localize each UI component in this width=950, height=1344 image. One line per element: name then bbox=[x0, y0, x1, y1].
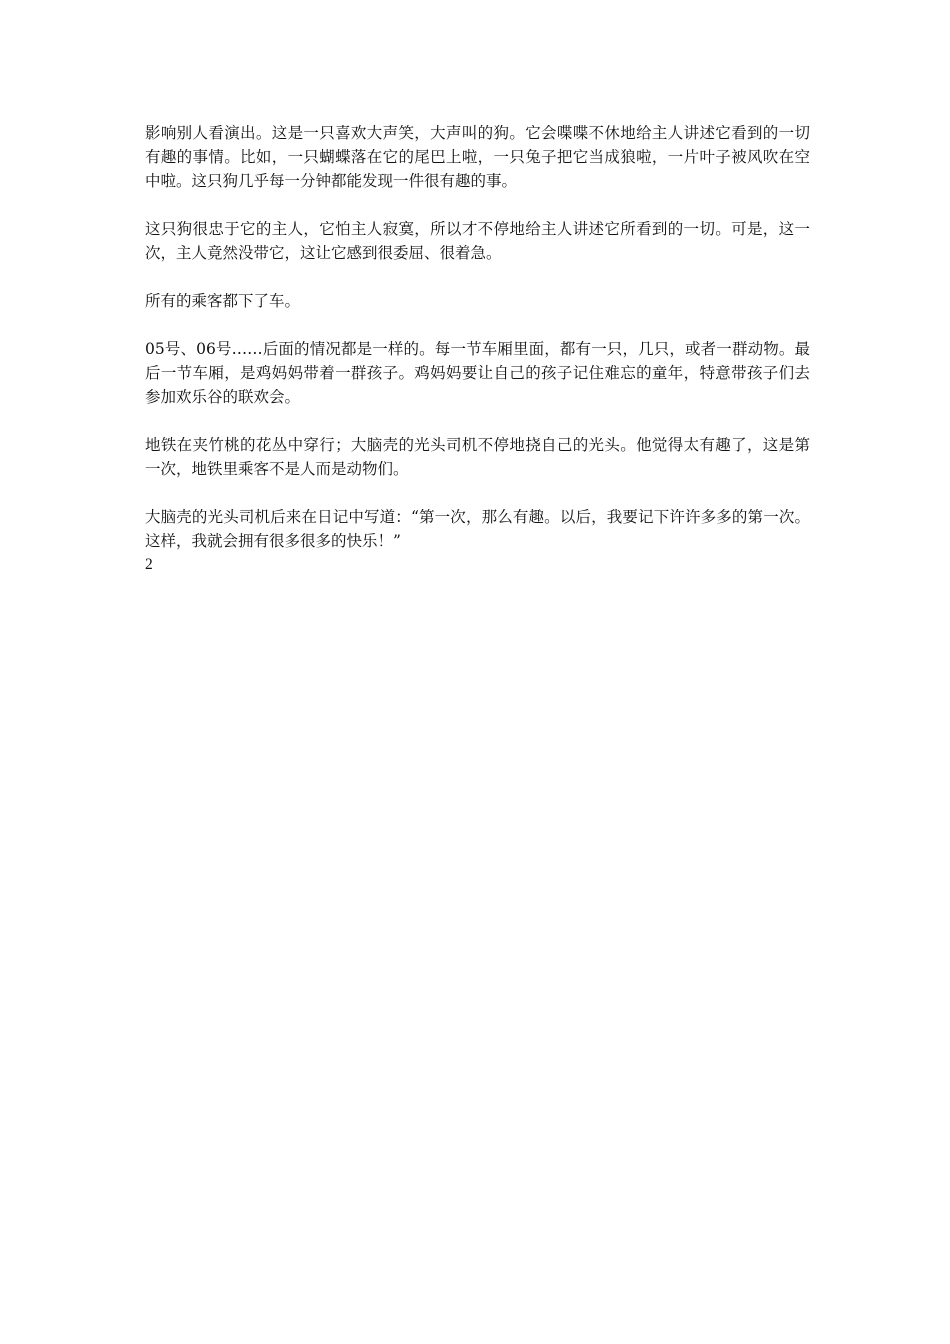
paragraph-2: 这只狗很忠于它的主人，它怕主人寂寞，所以才不停地给主人讲述它所看到的一切。可是，这一次，主人竟然没带它，这让它感到很委屈、很着急。 bbox=[145, 220, 810, 262]
document-body bbox=[145, 121, 810, 577]
paragraph-6: 大脑壳的光头司机后来在日记中写道：“第一次，那么有趣。以后，我要记下许许多多的第一次。这样，我就会拥有很多很多的快乐！” bbox=[145, 508, 810, 550]
paragraph-1: 影响别人看演出。这是一只喜欢大声笑，大声叫的狗。它会喋喋不休地给主人讲述它看到的一切有趣的事情。比如，一只蝴蝶落在它的尾巴上啦，一只兔子把它当成狼啦，一片叶子被风吹在空中啦。这只狗几乎每一分钟都能发现一件很有趣的事。 bbox=[145, 124, 810, 190]
paragraph-4: 05号、06号……后面的情况都是一样的。每一节车厢里面，都有一只，几只，或者一群动物。最后一节车厢，是鸡妈妈带着一群孩子。鸡妈妈要让自己的孩子记住难忘的童年，特意带孩子们去参加欢乐谷的联欢会。 bbox=[145, 340, 810, 406]
paragraph-3: 所有的乘客都下了车。 bbox=[145, 292, 301, 310]
paragraph-5: 地铁在夹竹桃的花丛中穿行；大脑壳的光头司机不停地挠自己的光头。他觉得太有趣了，这是第一次，地铁里乘客不是人而是动物们。 bbox=[145, 436, 810, 478]
page-number: 2 bbox=[145, 556, 153, 573]
